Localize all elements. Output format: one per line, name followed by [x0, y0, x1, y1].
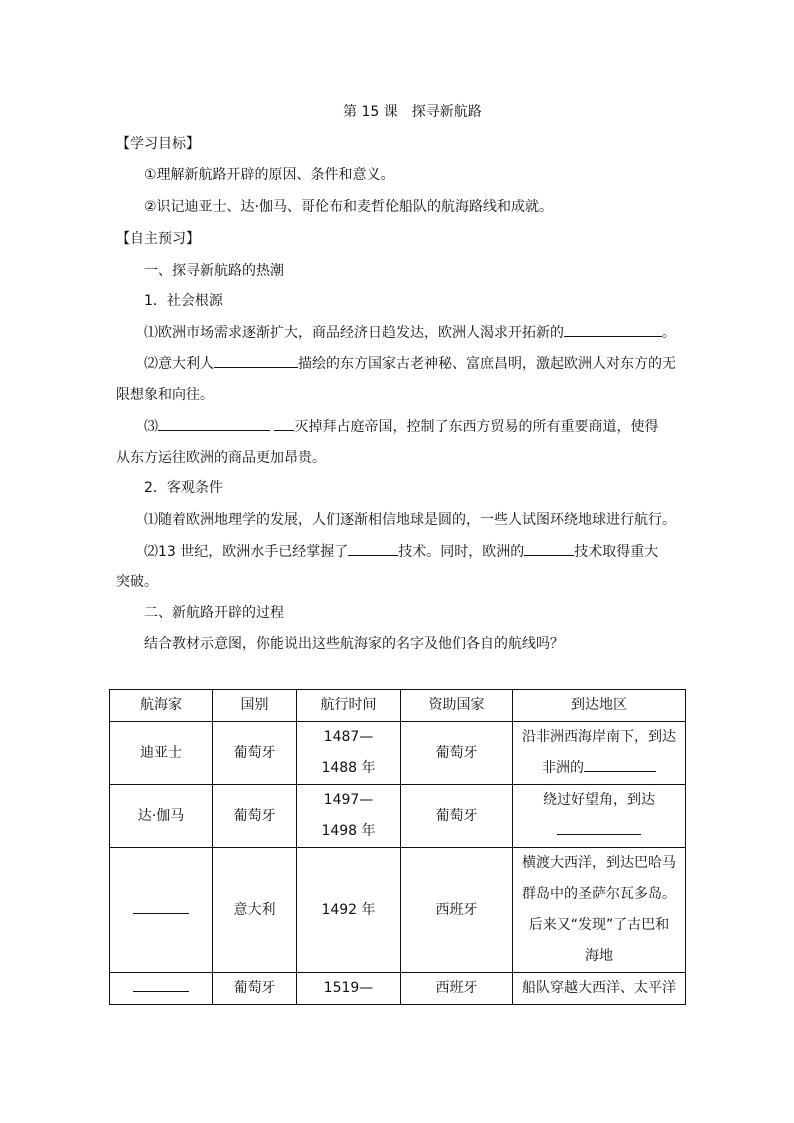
voyage-table [109, 689, 686, 1005]
paragraph-2 [144, 353, 676, 374]
dest-line-2 [513, 753, 685, 784]
cell-time [297, 785, 401, 848]
paragraph-1-end: 。 [662, 325, 676, 341]
time-end: 1488 年 [321, 760, 376, 776]
paragraph-5-text-b: 技术。同时，欧洲的 [398, 544, 525, 560]
dest-line-2: 群岛中的圣萨尔瓦多岛。 [522, 886, 676, 902]
answer-blank[interactable] [158, 416, 270, 431]
paragraph-1-text: ⑴欧洲市场需求逐渐扩大，商品经济日趋发达，欧洲人渴求开拓新的 [144, 325, 564, 341]
cell-country: 意大利 [213, 848, 297, 973]
header-sponsor: 资助国家 [401, 690, 513, 722]
goal-item-1: ①理解新航路开辟的原因、条件和意义。 [144, 167, 395, 183]
paragraph-1 [144, 322, 676, 343]
paragraph-5 [144, 541, 658, 562]
answer-blank[interactable] [133, 977, 189, 992]
answer-blank[interactable] [557, 820, 641, 835]
section2-question: 结合教材示意图，你能说出这些航海家的名字及他们各自的航线吗？ [144, 636, 564, 652]
paragraph-4: ⑴随着欧洲地理学的发展，人们逐渐相信地球是圆的，一些人试图环绕地球进行航行。 [144, 512, 676, 528]
dest-line-1: 横渡大西洋，到达巴哈马 [522, 855, 676, 871]
header-navigator: 航海家 [110, 690, 213, 722]
cell-destination: 船队穿越大西洋、太平洋 [513, 973, 686, 1005]
paragraph-2-text-b: 描绘的东方国家古老神秘、富庶昌明，激起欧洲人对东方的无 [298, 356, 676, 372]
dest-line-3: 后来又“发现”了古巴和 [528, 917, 670, 933]
cell-sponsor: 葡萄牙 [401, 722, 513, 785]
cell-country: 葡萄牙 [213, 722, 297, 785]
cell-time: 1492 年 [297, 848, 401, 973]
dest-line-4: 海地 [585, 948, 613, 964]
dest-line-2 [513, 816, 685, 847]
cell-navigator: 达·伽马 [110, 785, 213, 848]
paragraph-3-cont: 从东方运往欧洲的商品更加昂贵。 [116, 450, 326, 466]
paragraph-3 [144, 416, 658, 437]
header-destination: 到达地区 [513, 690, 686, 722]
table-header-row [110, 690, 686, 722]
sub-heading-social: 1．社会根源 [144, 293, 223, 309]
paragraph-2-text-a: ⑵意大利人 [144, 356, 214, 372]
dest-text: 非洲的 [542, 760, 584, 776]
section2-heading: 二、新航路开辟的过程 [144, 605, 284, 621]
cell-country: 葡萄牙 [213, 785, 297, 848]
answer-blank[interactable] [133, 899, 189, 914]
cell-navigator [110, 848, 213, 973]
answer-blank[interactable] [524, 541, 574, 556]
answer-blank[interactable] [564, 322, 662, 337]
cell-sponsor: 西班牙 [401, 973, 513, 1005]
cell-time [297, 722, 401, 785]
paragraph-2-cont: 限想象和向往。 [116, 387, 214, 403]
header-time: 航行时间 [297, 690, 401, 722]
goals-heading: 【学习目标】 [116, 136, 200, 152]
cell-destination [513, 785, 686, 848]
time-start: 1487— [323, 729, 374, 745]
answer-blank[interactable] [584, 757, 656, 772]
time-start: 1497— [323, 792, 374, 808]
cell-sponsor: 葡萄牙 [401, 785, 513, 848]
header-country: 国别 [213, 690, 297, 722]
dest-line-1: 沿非洲西海岸南下，到达 [522, 729, 676, 745]
cell-destination [513, 848, 686, 973]
preview-heading: 【自主预习】 [116, 231, 200, 247]
answer-blank-tail[interactable] [274, 416, 294, 431]
paragraph-3-text-a: ⑶ [144, 419, 158, 435]
paragraph-5-cont: 突破。 [116, 574, 158, 590]
goal-item-2: ②识记迪亚士、达·伽马、哥伦布和麦哲伦船队的航海路线和成就。 [144, 199, 553, 215]
cell-navigator: 迪亚士 [110, 722, 213, 785]
table-row [110, 848, 686, 973]
cell-time: 1519— [297, 973, 401, 1005]
cell-country: 葡萄牙 [213, 973, 297, 1005]
answer-blank[interactable] [348, 541, 398, 556]
dest-line-1: 绕过好望角，到达 [543, 792, 655, 808]
table-row [110, 722, 686, 785]
time-end: 1498 年 [321, 823, 376, 839]
cell-sponsor: 西班牙 [401, 848, 513, 973]
paragraph-5-text-a: ⑵13 世纪，欧洲水手已经掌握了 [144, 544, 349, 560]
cell-navigator [110, 973, 213, 1005]
cell-destination [513, 722, 686, 785]
sub-heading-objective: 2．客观条件 [144, 480, 223, 496]
table-row [110, 785, 686, 848]
table-row [110, 973, 686, 1005]
section1-heading: 一、探寻新航路的热潮 [144, 263, 284, 279]
paragraph-5-text-c: 技术取得重大 [574, 544, 659, 560]
paragraph-3-text-b: 灭掉拜占庭帝国，控制了东西方贸易的所有重要商道，使得 [294, 419, 659, 435]
answer-blank[interactable] [214, 353, 298, 368]
page-title: 第 15 课 探寻新航路 [343, 104, 482, 120]
